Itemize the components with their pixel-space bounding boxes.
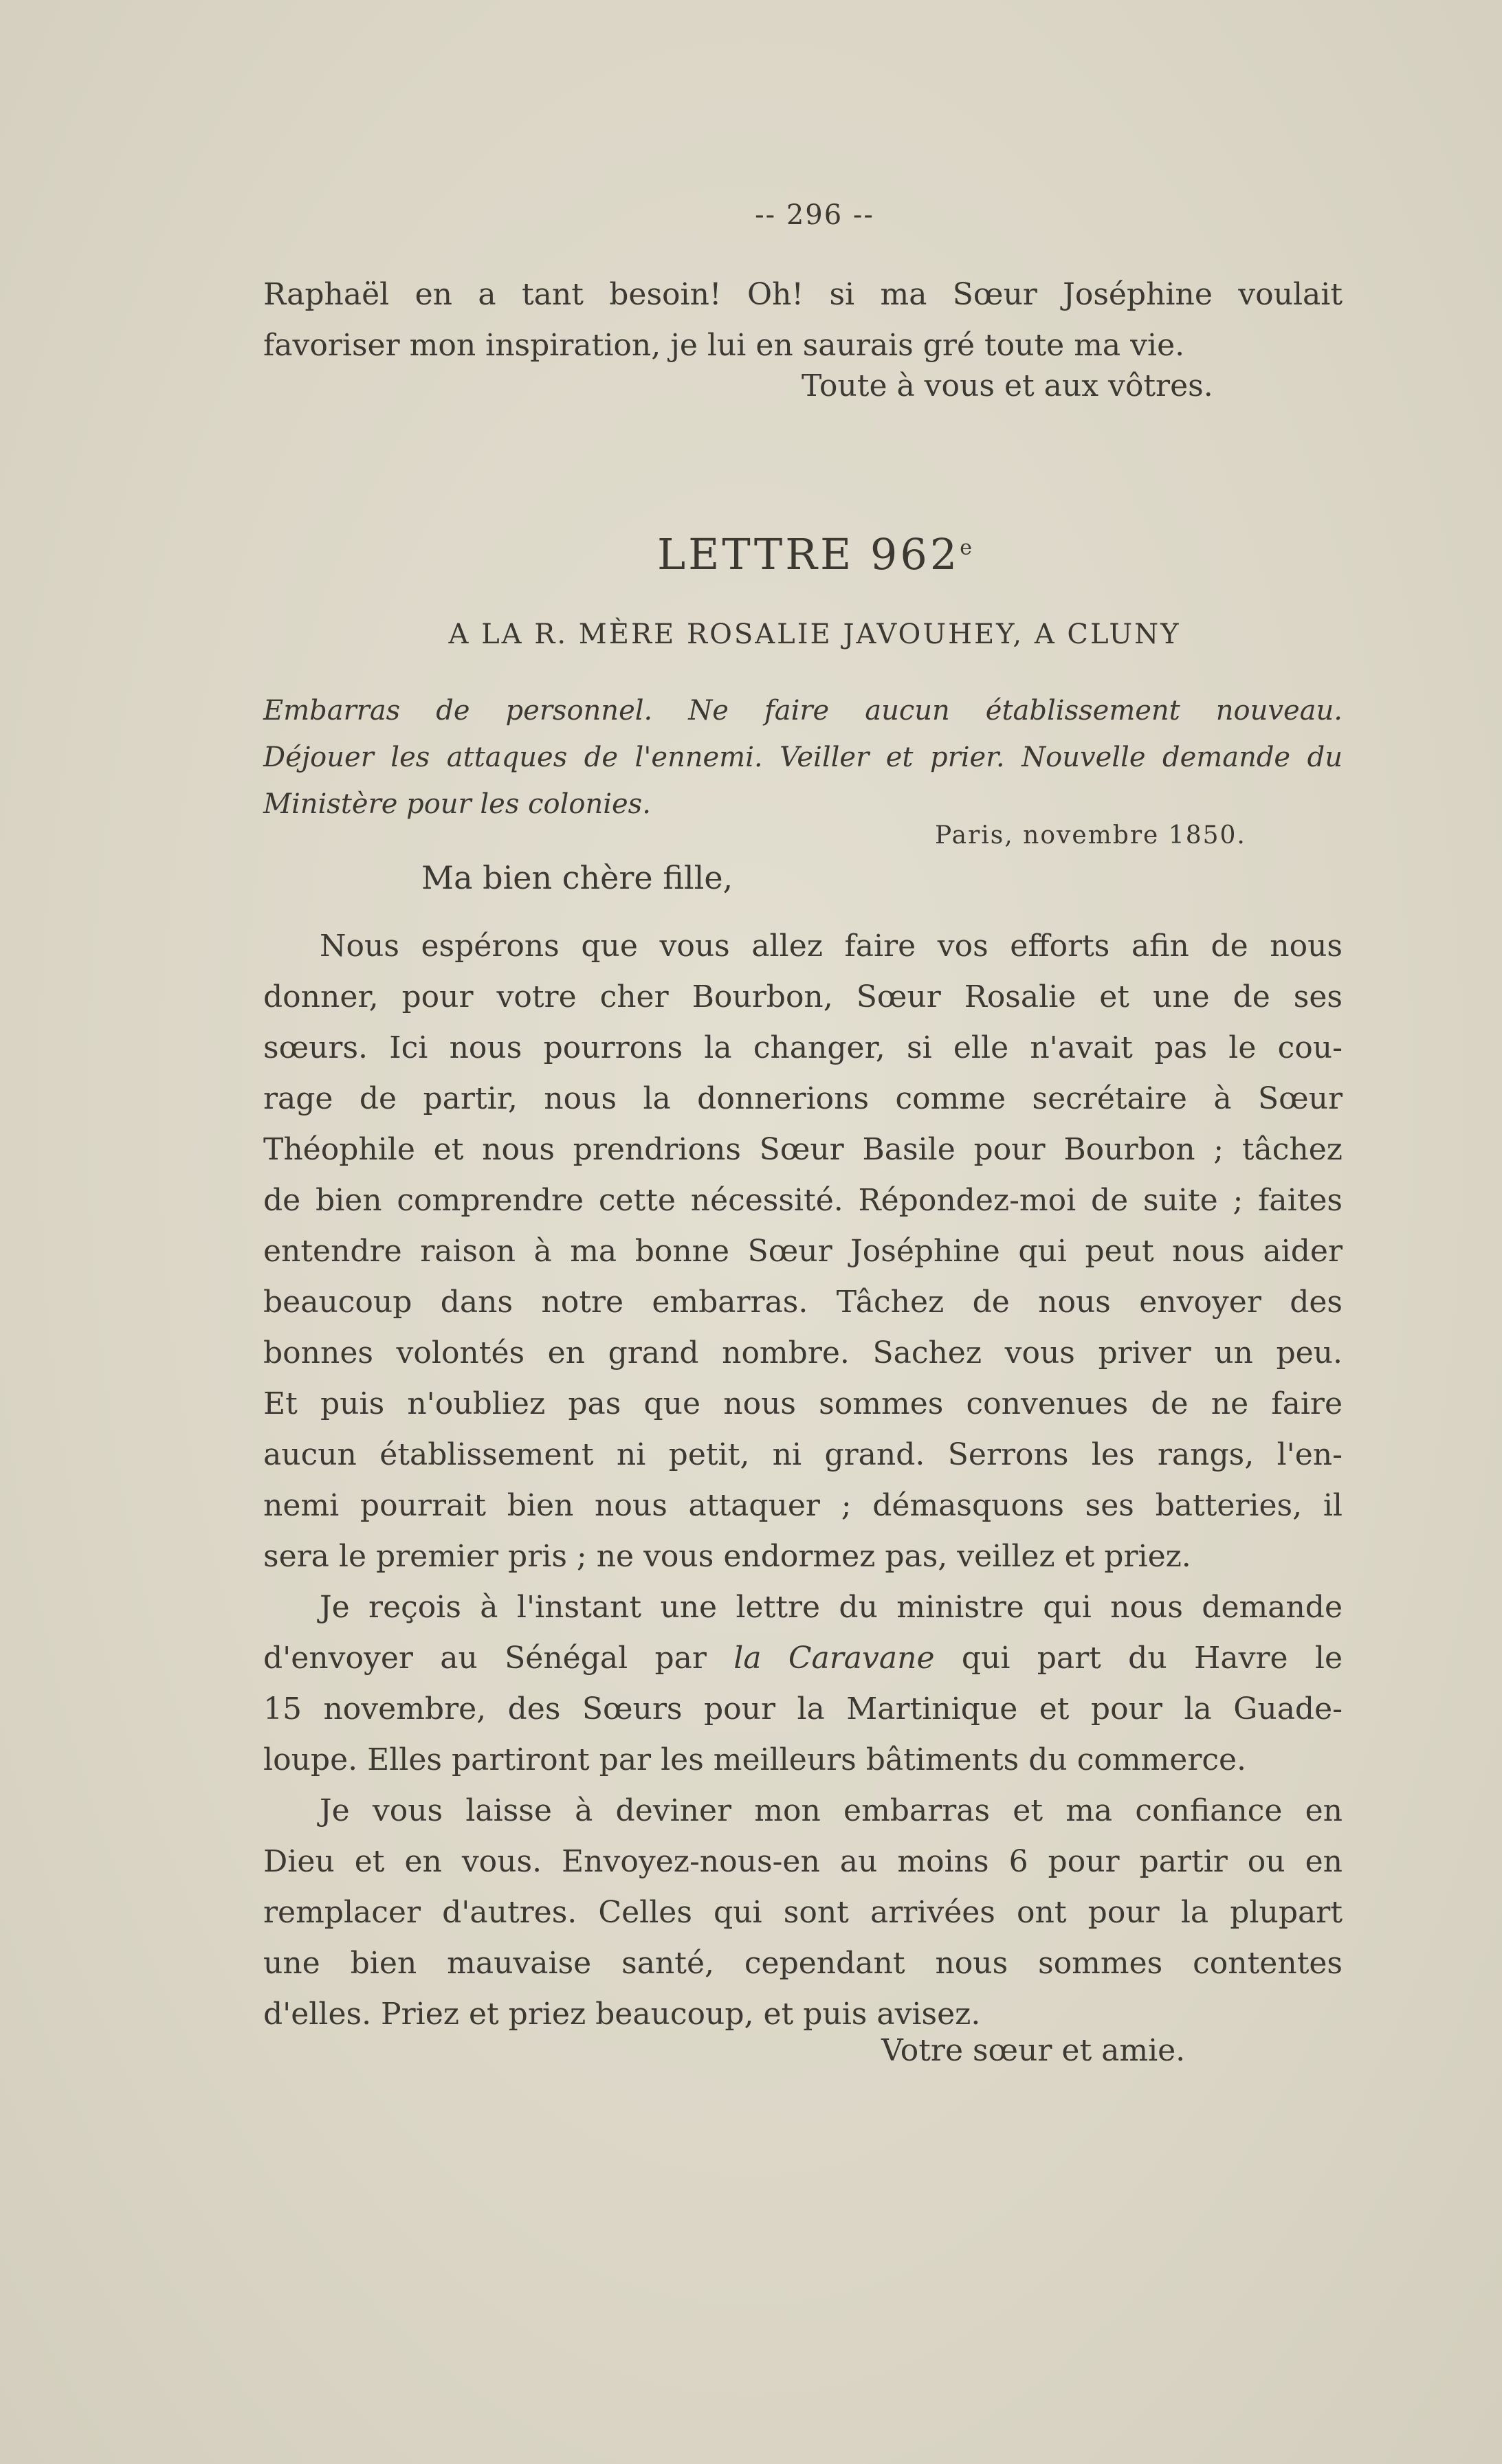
place-date: Paris, novembre 1850. bbox=[935, 821, 1246, 850]
body-line: d'elles. Priez et priez beaucoup, et puis avisez. bbox=[263, 1997, 981, 2032]
body-line: une bien mauvaise santé, cependant nous sommes contentes bbox=[263, 1946, 1343, 1981]
body-line: entendre raison à ma bonne Sœur Joséphine qui peut nous aider bbox=[263, 1234, 1343, 1269]
body-line: aucun établissement ni petit, ni grand. Serrons les rangs, l'en- bbox=[263, 1437, 1343, 1472]
summary-line: Embarras de personnel. Ne faire aucun établissement nouveau. bbox=[263, 695, 1343, 726]
body-line-part: qui part du Havre le bbox=[961, 1641, 1343, 1676]
intro-line: Raphaël en a tant besoin! Oh! si ma Sœur Joséphine voulait bbox=[263, 277, 1343, 312]
intro-line: favoriser mon inspiration, je lui en saurais gré toute ma vie. bbox=[263, 328, 1185, 363]
letter-recipient: A LA R. MÈRE ROSALIE JAVOUHEY, A CLUNY bbox=[448, 619, 1181, 650]
ship-name: la Caravane bbox=[733, 1641, 935, 1676]
letter-closing: Votre sœur et amie. bbox=[881, 2033, 1186, 2068]
body-line: Je reçois à l'instant une lettre du ministre qui nous demande bbox=[320, 1590, 1343, 1625]
letter-title bbox=[0, 529, 1502, 579]
body-line: bonnes volontés en grand nombre. Sachez vous priver un peu. bbox=[263, 1335, 1343, 1370]
body-line: de bien comprendre cette nécessité. Répondez-moi de suite ; faites bbox=[263, 1183, 1343, 1218]
letter-title-suffix: e bbox=[960, 535, 973, 560]
body-line: sera le premier pris ; ne vous endormez pas, veillez et priez. bbox=[263, 1539, 1191, 1574]
body-line: Nous espérons que vous allez faire vos efforts afin de nous bbox=[320, 929, 1343, 964]
body-line: beaucoup dans notre embarras. Tâchez de nous envoyer des bbox=[263, 1285, 1343, 1320]
body-line: Je vous laisse à deviner mon embarras et ma confiance en bbox=[320, 1793, 1343, 1828]
body-line: Dieu et en vous. Envoyez-nous-en au moins 6 pour partir ou en bbox=[263, 1844, 1343, 1879]
body-line-part: d'envoyer au Sénégal par bbox=[263, 1641, 707, 1676]
body-line: Théophile et nous prendrions Sœur Basile pour Bourbon ; tâchez bbox=[263, 1132, 1343, 1167]
letter-summary bbox=[263, 687, 1343, 828]
letter-title-text: LETTRE 962 bbox=[656, 529, 960, 579]
body-line: Et puis n'oubliez pas que nous sommes convenues de ne faire bbox=[263, 1386, 1343, 1421]
body-line: remplacer d'autres. Celles qui sont arrivées ont pour la plupart bbox=[263, 1895, 1343, 1930]
body-line: 15 novembre, des Sœurs pour la Martinique et pour la Guade- bbox=[263, 1691, 1343, 1727]
body-line: donner, pour votre cher Bourbon, Sœur Rosalie et une de ses bbox=[263, 979, 1343, 1014]
body-line bbox=[263, 1633, 1343, 1684]
body-line: sœurs. Ici nous pourrons la changer, si elle n'avait pas le cou- bbox=[263, 1030, 1343, 1065]
intro-paragraph bbox=[263, 269, 1343, 371]
intro-closing: Toute à vous et aux vôtres. bbox=[802, 368, 1213, 403]
body-line: nemi pourrait bien nous attaquer ; démasquons ses batteries, il bbox=[263, 1488, 1343, 1523]
letter-body bbox=[263, 921, 1343, 2040]
summary-line: Déjouer les attaques de l'ennemi. Veiller et prier. Nouvelle demande du bbox=[263, 742, 1343, 773]
page-number: -- 296 -- bbox=[755, 199, 874, 231]
body-line: rage de partir, nous la donnerions comme secrétaire à Sœur bbox=[263, 1081, 1343, 1116]
body-line: loupe. Elles partiront par les meilleurs bâtiments du commerce. bbox=[263, 1742, 1247, 1777]
summary-line: Ministère pour les colonies. bbox=[263, 788, 651, 820]
salutation: Ma bien chère fille, bbox=[421, 859, 733, 896]
